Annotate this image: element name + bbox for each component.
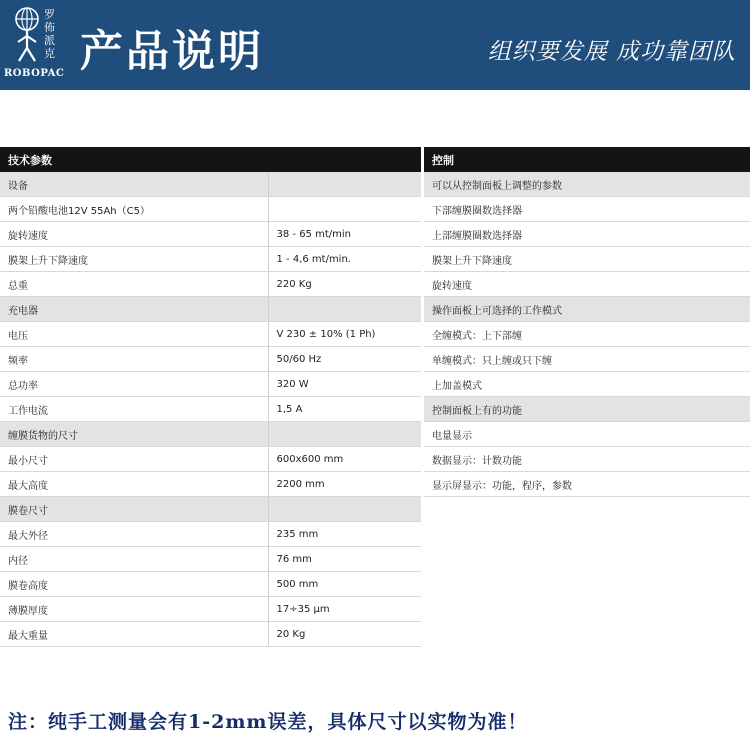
table-row: [424, 347, 750, 372]
row-label: 单缠模式：只上缠或只下缠: [424, 347, 750, 372]
measurement-note: 注：纯手工测量会有1-2mm误差，具体尺寸以实物为准！: [8, 711, 528, 733]
section-row: [424, 297, 750, 322]
section-row: [0, 497, 421, 522]
table-row: [0, 447, 421, 472]
table-row: [0, 372, 421, 397]
row-label: 两个铅酸电池12V 55Ah（C5）: [0, 197, 268, 222]
row-value: 220 Kg: [268, 272, 421, 297]
table-row: [0, 472, 421, 497]
row-value: 500 mm: [268, 572, 421, 597]
row-value: 235 mm: [268, 522, 421, 547]
row-label: 膜架上升下降速度: [424, 247, 750, 272]
row-value: 20 Kg: [268, 622, 421, 647]
control-table: [424, 147, 750, 497]
table-row: [424, 447, 750, 472]
row-value: 76 mm: [268, 547, 421, 572]
row-label: 充电器: [0, 297, 268, 322]
row-value: [268, 422, 421, 447]
row-value: 320 W: [268, 372, 421, 397]
table-row: [0, 272, 421, 297]
table-row: [0, 322, 421, 347]
logo-english-name: ROBOPAC: [4, 68, 65, 79]
row-label: 总重: [0, 272, 268, 297]
table-row: [0, 547, 421, 572]
row-label: 工作电流: [0, 397, 268, 422]
table-row: [424, 472, 750, 497]
section-row: [424, 397, 750, 422]
row-label: 膜卷尺寸: [0, 497, 268, 522]
row-label: 内径: [0, 547, 268, 572]
row-label: 显示屏显示：功能，程序，参数: [424, 472, 750, 497]
page-title: 产品说明: [80, 27, 264, 77]
row-label: 最大外径: [0, 522, 268, 547]
section-row: [0, 422, 421, 447]
row-value: [268, 297, 421, 322]
table-row: [0, 397, 421, 422]
table-row: [424, 222, 750, 247]
row-label: 控制面板上有的功能: [424, 397, 750, 422]
table-row: [0, 572, 421, 597]
row-label: 电量显示: [424, 422, 750, 447]
row-value: [268, 197, 421, 222]
row-value: 1,5 A: [268, 397, 421, 422]
row-value: 50/60 Hz: [268, 347, 421, 372]
table-header-row: [424, 147, 750, 172]
table-row: [424, 422, 750, 447]
row-label: 上加盖模式: [424, 372, 750, 397]
section-row: [424, 172, 750, 197]
table-row: [0, 522, 421, 547]
row-label: 电压: [0, 322, 268, 347]
row-label: 最大重量: [0, 622, 268, 647]
row-label: 全缠模式：上下部缠: [424, 322, 750, 347]
table-row: [0, 597, 421, 622]
row-value: 2200 mm: [268, 472, 421, 497]
row-label: 旋转速度: [0, 222, 268, 247]
table-row: [424, 247, 750, 272]
row-label: 设备: [0, 172, 268, 197]
row-label: 旋转速度: [424, 272, 750, 297]
section-row: [0, 297, 421, 322]
table-row: [424, 322, 750, 347]
row-label: 频率: [0, 347, 268, 372]
table-row: [0, 222, 421, 247]
row-value: V 230 ± 10% (1 Ph): [268, 322, 421, 347]
row-label: 最大高度: [0, 472, 268, 497]
logo-chinese-name: 罗佈派克: [44, 8, 55, 60]
robopac-logo: [4, 4, 70, 86]
row-value: 600x600 mm: [268, 447, 421, 472]
row-label: 薄膜厚度: [0, 597, 268, 622]
table-header: 技术参数: [0, 147, 421, 172]
table-row: [0, 347, 421, 372]
row-value: 1 - 4,6 mt/min.: [268, 247, 421, 272]
table-row: [0, 622, 421, 647]
technical-parameters-table: [0, 147, 422, 647]
row-label: 可以从控制面板上调整的参数: [424, 172, 750, 197]
table-row: [424, 272, 750, 297]
row-label: 上部缠膜圈数选择器: [424, 222, 750, 247]
row-label: 缠膜货物的尺寸: [0, 422, 268, 447]
table-row: [424, 197, 750, 222]
table-header-row: [0, 147, 421, 172]
header-banner: [0, 0, 750, 90]
row-value: 38 - 65 mt/min: [268, 222, 421, 247]
row-value: [268, 172, 421, 197]
table-row: [0, 247, 421, 272]
row-value: [268, 497, 421, 522]
row-label: 数据显示：计数功能: [424, 447, 750, 472]
row-label: 下部缠膜圈数选择器: [424, 197, 750, 222]
table-row: [0, 197, 421, 222]
globe-figure-icon: [13, 6, 41, 62]
row-label: 膜卷高度: [0, 572, 268, 597]
row-label: 总功率: [0, 372, 268, 397]
slogan: 组织要发展 成功靠团队: [487, 39, 736, 65]
table-header: 控制: [424, 147, 750, 172]
row-label: 操作面板上可选择的工作模式: [424, 297, 750, 322]
table-row: [424, 372, 750, 397]
row-label: 膜架上升下降速度: [0, 247, 268, 272]
section-row: [0, 172, 421, 197]
row-label: 最小尺寸: [0, 447, 268, 472]
row-value: 17÷35 μm: [268, 597, 421, 622]
